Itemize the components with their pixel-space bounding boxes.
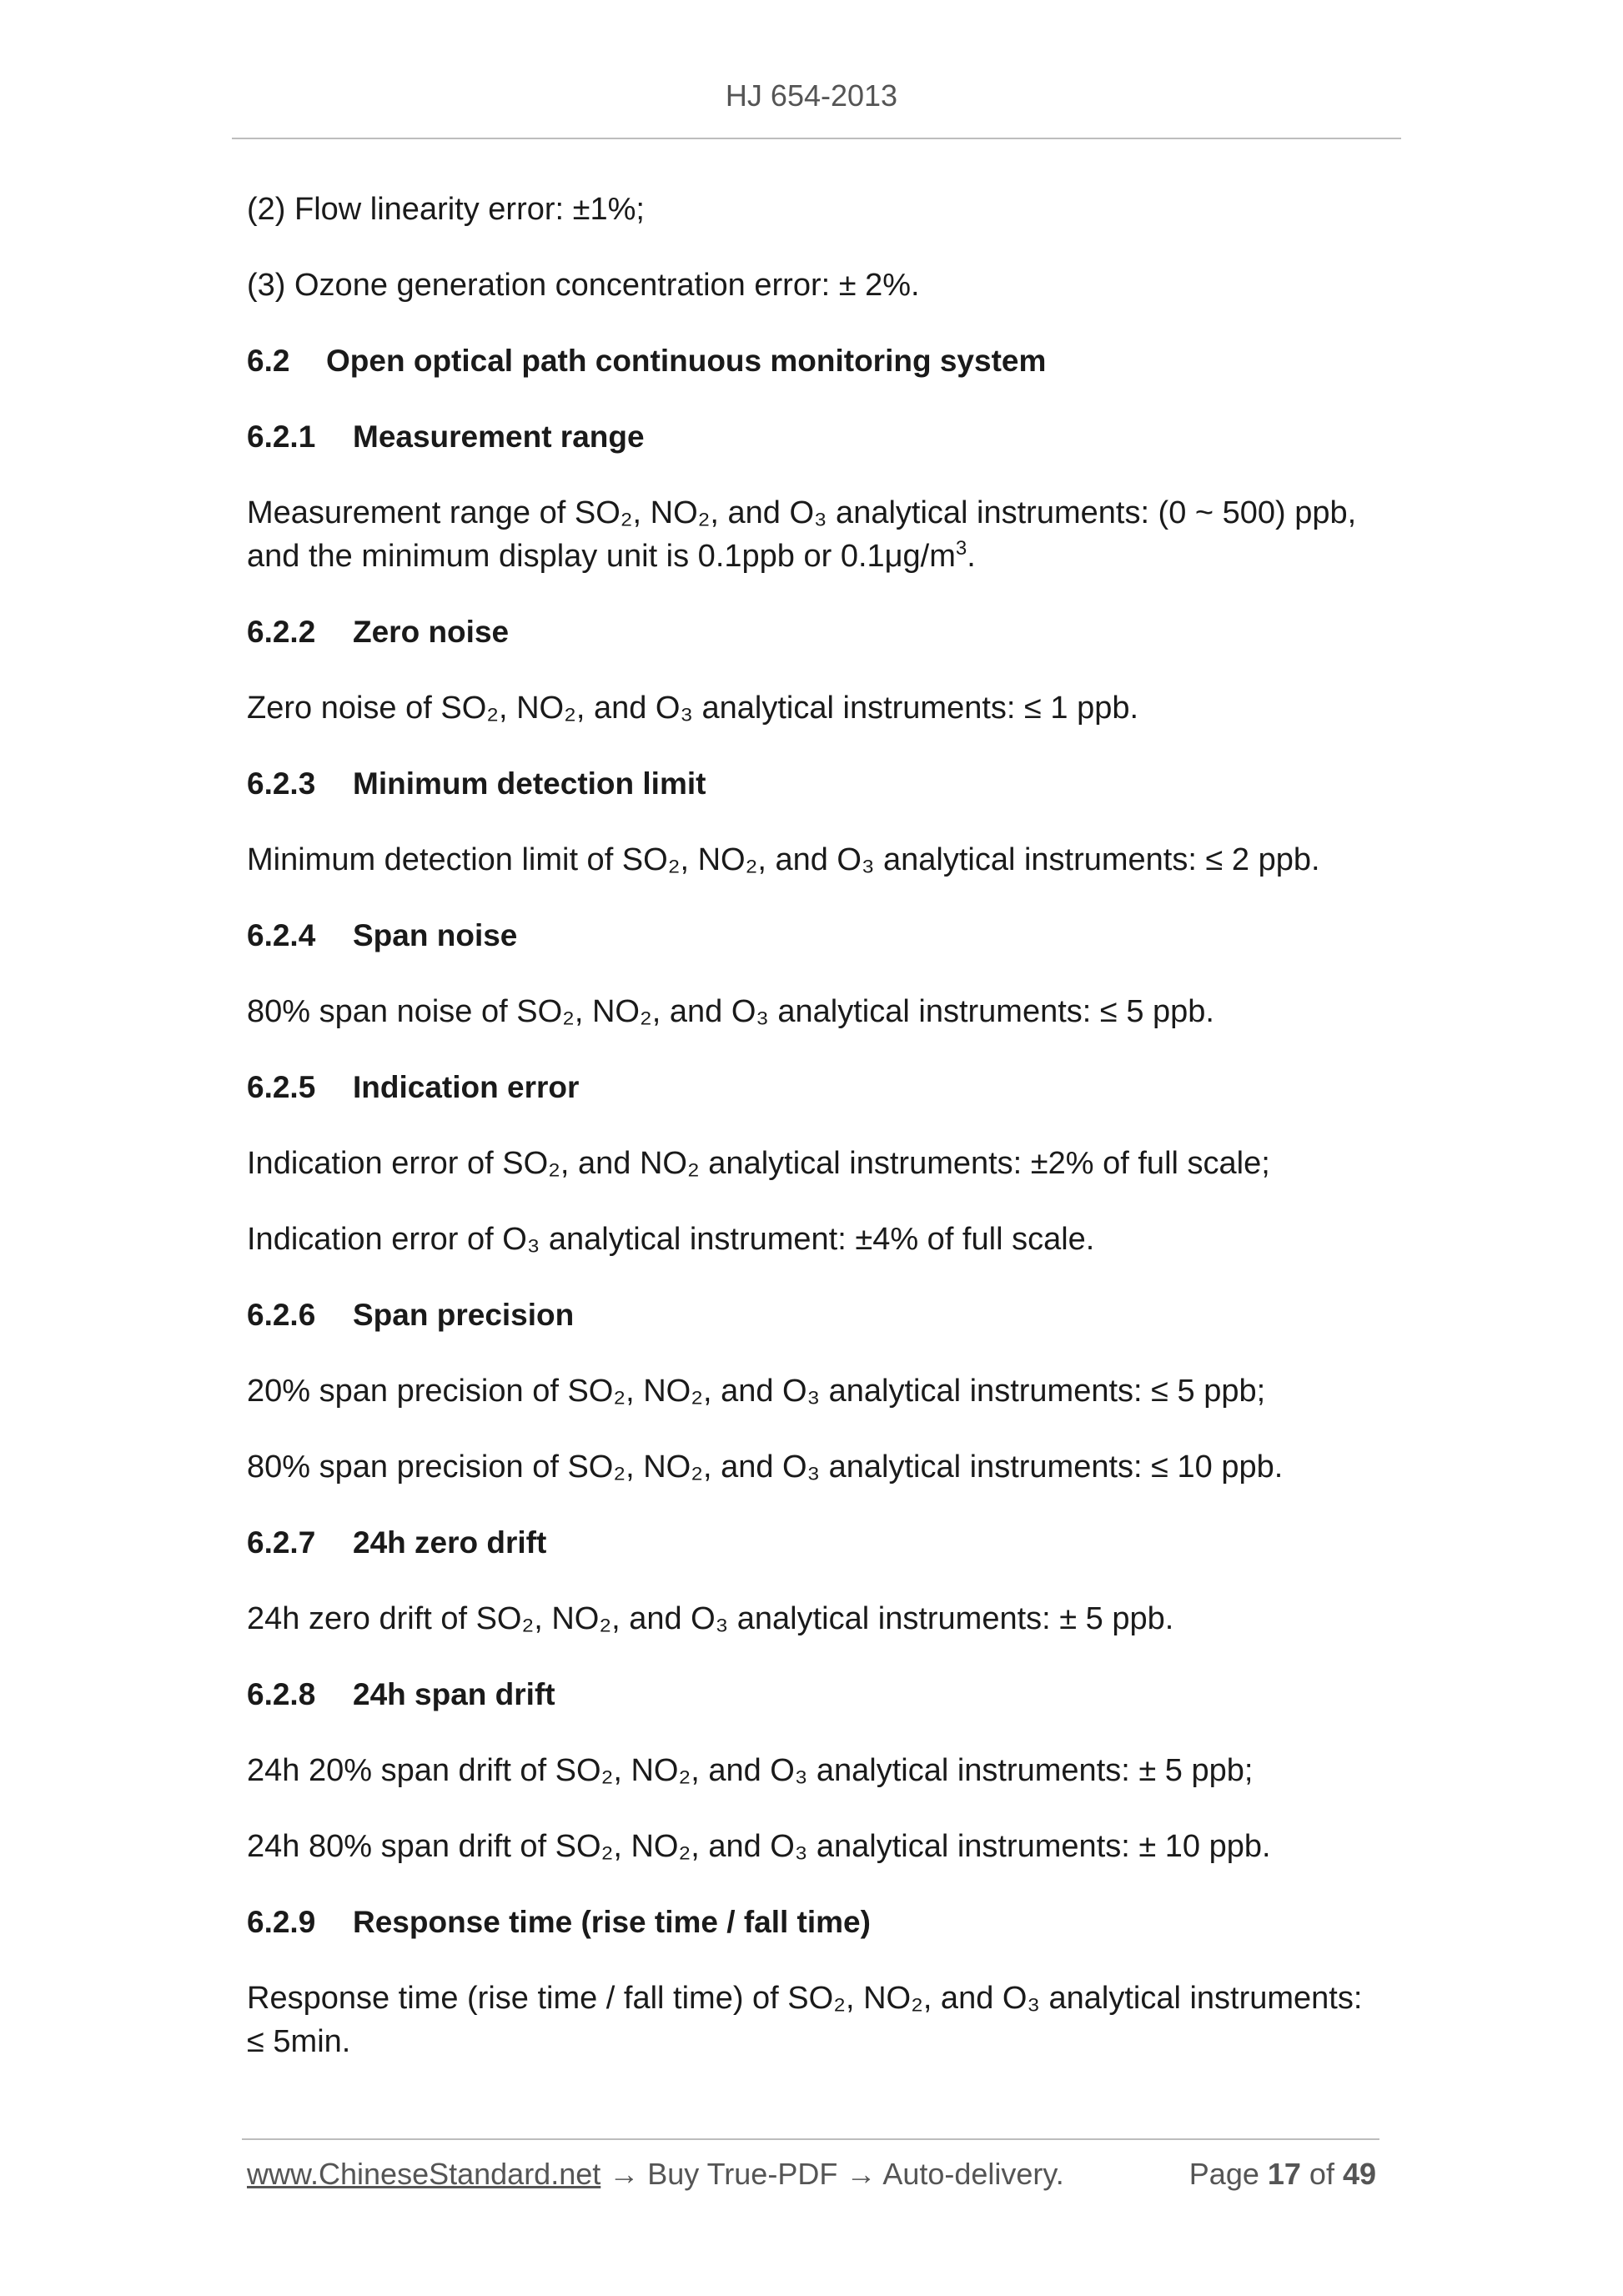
subsection-heading <box>247 1901 1406 1944</box>
section-heading <box>247 339 1406 383</box>
header-divider <box>232 138 1401 139</box>
subsection-heading <box>247 1294 1406 1337</box>
paragraph-tail: . <box>967 539 976 574</box>
subsection-heading <box>247 1521 1406 1565</box>
current-page: 17 <box>1267 2157 1301 2191</box>
page-indicator <box>1189 2157 1376 2192</box>
paragraph-line: Measurement range of SO₂, NO₂, and O₃ analytical instruments: (0 ~ 500) ppb, <box>247 495 1357 530</box>
subsection-title: Minimum detection limit <box>353 766 706 801</box>
paragraph: 80% span precision of SO₂, NO₂, and O₃ analytical instruments: ≤ 10 ppb. <box>247 1449 1284 1485</box>
subsection-number: 6.2.2 <box>247 615 316 649</box>
subsection-title: Span noise <box>353 918 518 952</box>
subsection-number: 6.2.9 <box>247 1905 316 1939</box>
subsection-number: 6.2.3 <box>247 766 316 801</box>
document-code: HJ 654-2013 <box>725 78 898 113</box>
paragraph-line: ≤ 5min. <box>247 2024 351 2059</box>
paragraph: 80% span noise of SO₂, NO₂, and O₃ analytical instruments: ≤ 5 ppb. <box>247 994 1214 1029</box>
paragraph: Minimum detection limit of SO₂, NO₂, and O₃ analytical instruments: ≤ 2 ppb. <box>247 842 1320 877</box>
subsection-heading <box>247 762 1406 806</box>
page-footer <box>247 2157 1376 2198</box>
subsection-heading <box>247 1066 1406 1109</box>
paragraph: 24h 80% span drift of SO₂, NO₂, and O₃ analytical instruments: ± 10 ppb. <box>247 1829 1271 1864</box>
paragraph-line <box>247 535 1406 578</box>
website-link[interactable]: www.ChineseStandard.net <box>247 2157 601 2191</box>
subsection-heading <box>247 415 1406 459</box>
paragraph <box>247 491 1406 578</box>
paragraph: (2) Flow linearity error: ±1%; <box>247 192 645 227</box>
paragraph: 20% span precision of SO₂, NO₂, and O₃ analytical instruments: ≤ 5 ppb; <box>247 1374 1266 1409</box>
subsection-number: 6.2.5 <box>247 1070 316 1104</box>
paragraph-line: Response time (rise time / fall time) of SO₂, NO₂, and O₃ analytical instruments: <box>247 1981 1363 2016</box>
subsection-title: Indication error <box>353 1070 580 1104</box>
subsection-title: 24h span drift <box>353 1677 555 1711</box>
subsection-number: 6.2.1 <box>247 420 316 454</box>
subsection-number: 6.2.4 <box>247 918 316 952</box>
page-word: Page <box>1188 2157 1268 2191</box>
paragraph: 24h zero drift of SO₂, NO₂, and O₃ analytical instruments: ± 5 ppb. <box>247 1601 1174 1636</box>
paragraph: (3) Ozone generation concentration error: ± 2%. <box>247 268 920 303</box>
section-title: Open optical path continuous monitoring system <box>326 344 1047 378</box>
subsection-heading <box>247 1673 1406 1716</box>
subsection-number: 6.2.7 <box>247 1525 316 1560</box>
section-number: 6.2 <box>247 344 290 378</box>
superscript: 3 <box>955 537 967 560</box>
paragraph: Zero noise of SO₂, NO₂, and O₃ analytical instruments: ≤ 1 ppb. <box>247 691 1139 726</box>
paragraph: Indication error of SO₂, and NO₂ analytical instruments: ±2% of full scale; <box>247 1146 1270 1181</box>
paragraph: Indication error of O₃ analytical instrument: ±4% of full scale. <box>247 1222 1095 1257</box>
footer-divider <box>242 2138 1379 2140</box>
subsection-number: 6.2.8 <box>247 1677 316 1711</box>
of-word: of <box>1300 2157 1343 2191</box>
subsection-title: Span precision <box>353 1298 575 1332</box>
paragraph: 24h 20% span drift of SO₂, NO₂, and O₃ analytical instruments: ± 5 ppb; <box>247 1753 1254 1788</box>
document-body <box>247 188 1406 2096</box>
footer-left <box>247 2157 1064 2192</box>
paragraph-text: and the minimum display unit is 0.1ppb or 0.1μg/m <box>247 539 956 574</box>
subsection-heading <box>247 914 1406 957</box>
subsection-title: Response time (rise time / fall time) <box>353 1905 871 1939</box>
footer-tagline: → Buy True-PDF → Auto-delivery. <box>600 2157 1064 2191</box>
subsection-title: Measurement range <box>353 420 645 454</box>
total-pages: 49 <box>1342 2157 1376 2191</box>
subsection-heading <box>247 610 1406 654</box>
subsection-number: 6.2.6 <box>247 1298 316 1332</box>
paragraph <box>247 1977 1406 2063</box>
subsection-title: Zero noise <box>353 615 510 649</box>
subsection-title: 24h zero drift <box>353 1525 547 1560</box>
